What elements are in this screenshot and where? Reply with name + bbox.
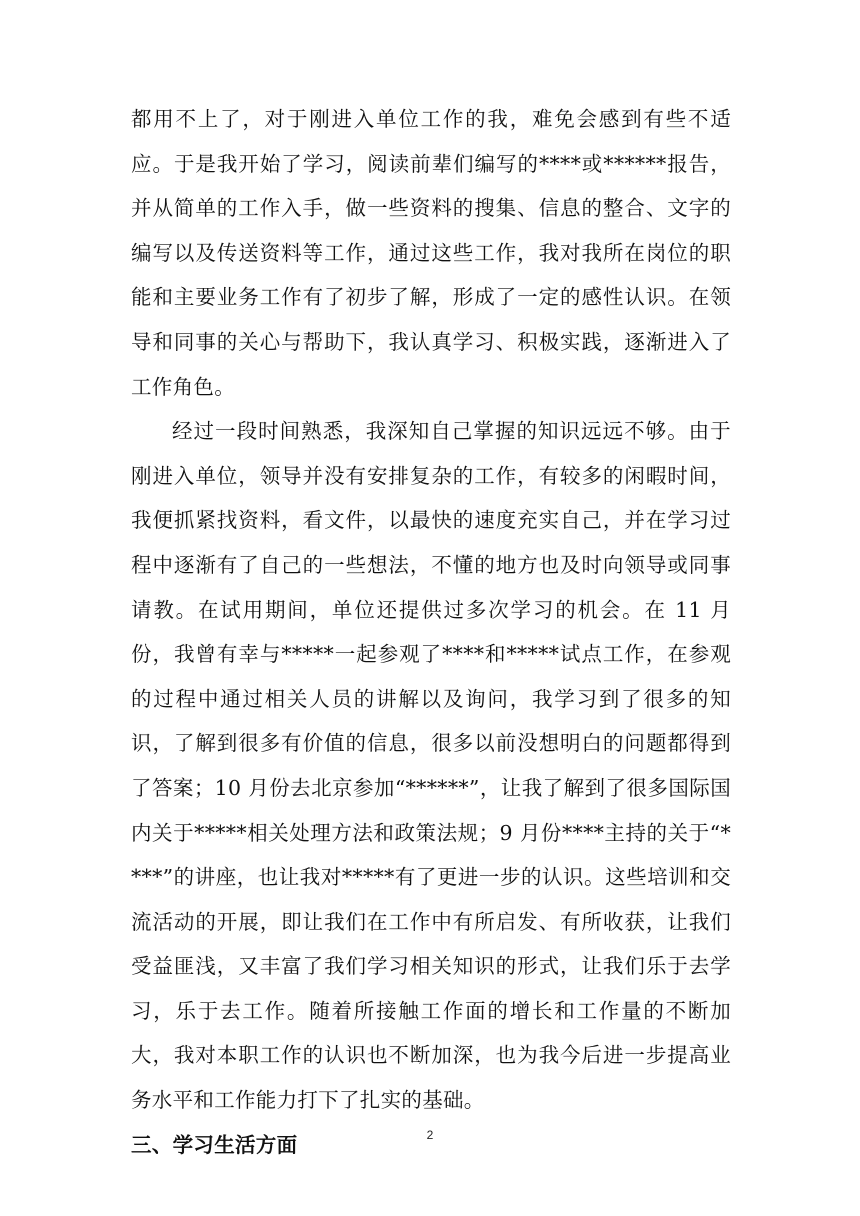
section-heading: 三、学习生活方面 xyxy=(131,1132,298,1157)
document-body xyxy=(131,97,731,1167)
paragraph-learning-experience: 经过一段时间熟悉，我深知自己掌握的知识远远不够。由于刚进入单位，领导并没有安排复杂的工作，有较多的闲暇时间，我便抓紧找资料，看文件，以最快的速度充实自己，并在学习过程中逐渐有了自己的一些想法，不懂的地方也及时向领导或同事请教。在试用期间，单位还提供过多次学习的机会。在 11 月份，我曾有幸与*****一起参观了****和*****试点工作，在参观的过程中通过相关人员的讲解以及询问，我学习到了很多的知识，了解到很多有价值的信息，很多以前没想明白的问题都得到了答案；10 月份去北京参加“******”，让我了解到了很多国际国内关于*****相关处理方法和政策法规；9 月份****主持的关于“****”的讲座，也让我对*****有了更进一步的认识。这些培训和交流活动的开展，即让我们在工作中有所启发、有所收获，让我们受益匪浅，又丰富了我们学习相关知识的形式，让我们乐于去学习，乐于去工作。随着所接触工作面的增长和工作量的不断加大，我对本职工作的认识也不断加深，也为我今后进一步提高业务水平和工作能力打下了扎实的基础。 xyxy=(131,419,731,1113)
page-number: 2 xyxy=(426,1128,434,1142)
paragraph-continued: 都用不上了，对于刚进入单位工作的我，难免会感到有些不适应。于是我开始了学习，阅读前辈们编写的****或******报告，并从简单的工作入手，做一些资料的搜集、信息的整合、文字的编写以及传送资料等工作，通过这些工作，我对我所在岗位的职能和主要业务工作有了初步了解，形成了一定的感性认识。在领导和同事的关心与帮助下，我认真学习、积极实践，逐渐进入了工作角色。 xyxy=(131,107,731,399)
